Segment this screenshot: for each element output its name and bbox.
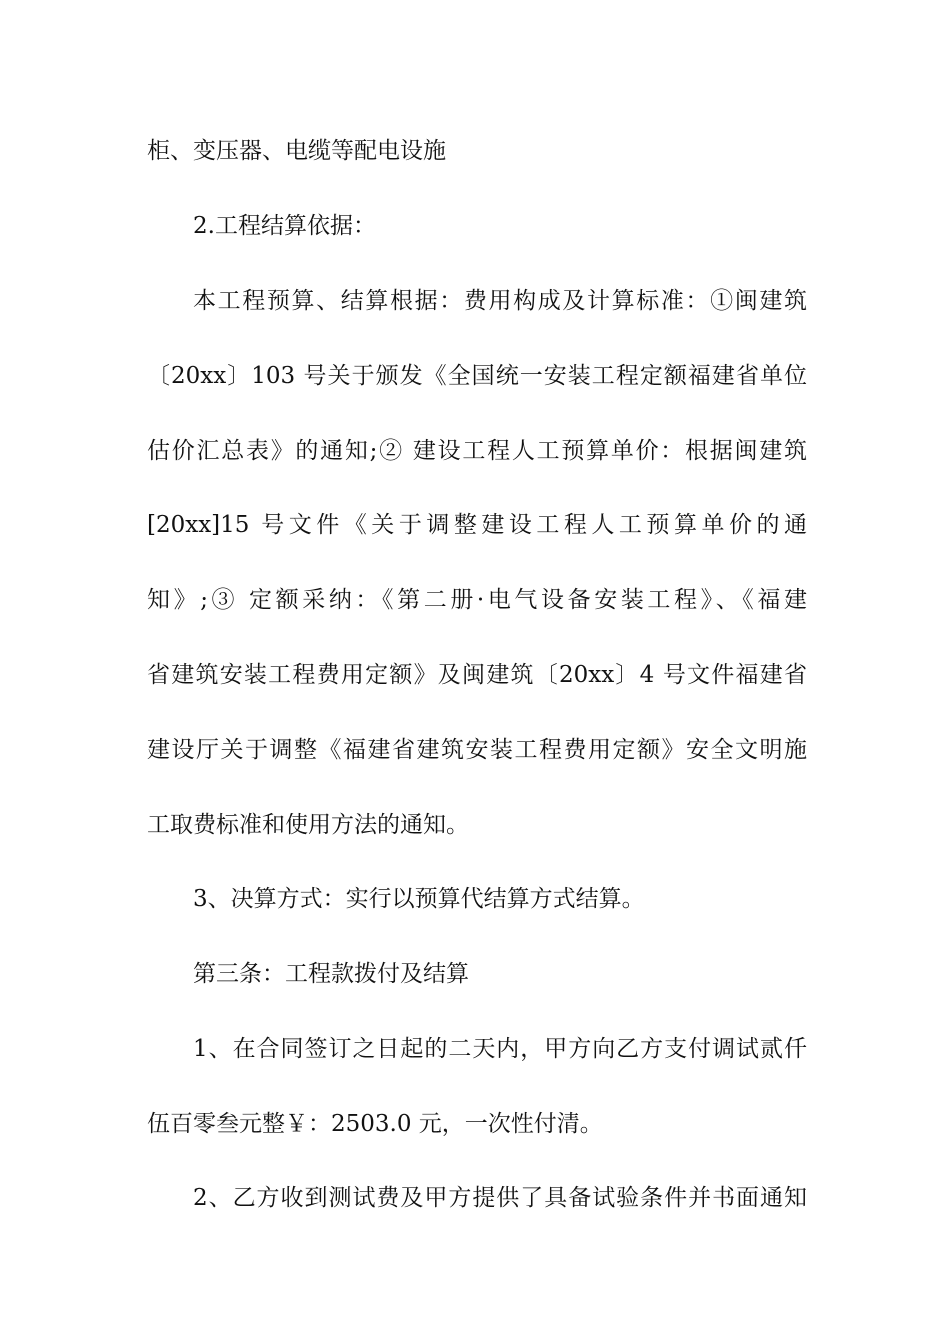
paragraph-line: 省建筑安装工程费用定额》及闽建筑〔20xx〕4 号文件福建省 xyxy=(147,662,807,688)
paragraph-line: 伍百零叁元整￥：2503.0 元，一次性付清。 xyxy=(147,1111,603,1137)
paragraph-line: [20xx]15 号文件《关于调整建设工程人工预算单价的通 xyxy=(147,512,807,538)
paragraph-line: 估价汇总表》的通知;② 建设工程人工预算单价：根据闽建筑 xyxy=(147,438,807,464)
article-heading: 第三条：工程款拨付及结算 xyxy=(193,961,469,987)
paragraph-line: 工取费标准和使用方法的通知。 xyxy=(147,812,469,838)
paragraph-line: 知》;③ 定额采纳：《第二册·电气设备安装工程》、《福建 xyxy=(147,587,807,613)
paragraph-line: 3、决算方式：实行以预算代结算方式结算。 xyxy=(193,886,645,912)
paragraph-line: 建设厅关于调整《福建省建筑安装工程费用定额》安全文明施 xyxy=(147,737,807,763)
paragraph-line: 2、乙方收到测试费及甲方提供了具备试验条件并书面通知 xyxy=(193,1185,807,1211)
paragraph-line: 本工程预算、结算根据：费用构成及计算标准：①闽建筑 xyxy=(193,288,807,314)
paragraph-line: 1、在合同签订之日起的二天内，甲方向乙方支付调试贰仟 xyxy=(193,1036,807,1062)
section-heading: 2.工程结算依据： xyxy=(193,213,376,239)
paragraph-line: 〔20xx〕103 号关于颁发《全国统一安装工程定额福建省单位 xyxy=(147,363,807,389)
paragraph-line: 柜、变压器、电缆等配电设施 xyxy=(147,138,446,164)
